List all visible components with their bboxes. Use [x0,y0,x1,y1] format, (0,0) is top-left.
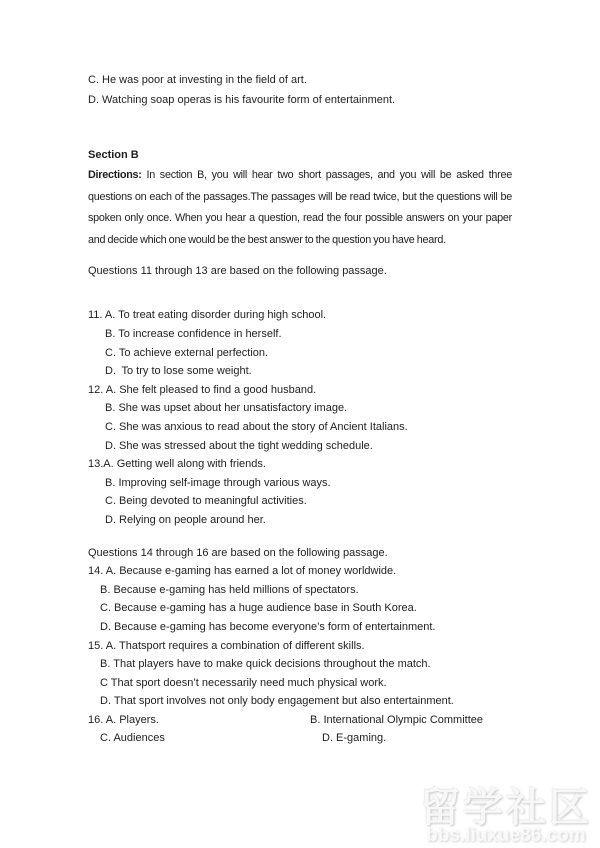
question-16-row-1 [88,711,512,730]
option-line: D. Watching soap operas is his favourite form of entertainment. [88,93,396,106]
question-12-option-c: C. She was anxious to read about the story of Ancient Italians. [105,420,408,433]
question-14-option-d: D. Because e-gaming has become everyone’s form of entertainment. [100,620,436,633]
question-13-option-b: B. Improving self-image through various ways. [105,476,331,489]
previous-question-options [88,71,512,110]
question-16-option-b: B. International Olympic Committee [310,713,484,726]
question-15-lead: 15. A. Thatsport requires a combination of different skills. [88,639,365,652]
watermark-url: bbs.liuxue86.com [426,825,586,846]
question-14-lead: 14. A. Because e-gaming has earned a lot of money worldwide. [88,565,397,578]
directions-label: Directions: [88,169,142,181]
question-13-lead: 13.A. Getting well along with friends. [88,458,266,471]
question-13-option-c: C. Being devoted to meaningful activities. [105,495,307,508]
question-13-option-d: D. Relying on people around her. [105,513,266,526]
question-12-option-b: B. She was upset about her unsatisfactory image. [105,402,348,415]
question-11-option-c: C. To achieve external perfection. [105,346,269,359]
question-12-option-d: D. She was stressed about the tight wedding schedule. [105,439,373,452]
question-15-option-d: D. That sport involves not only body engagement but also entertainment. [100,695,454,708]
question-14-option-b: B. Because e-gaming has held millions of spectators. [100,583,359,596]
question-16-option-c: C. Audiences [100,732,165,745]
question-15-option-b: B. That players have to make quick decisions throughout the match. [100,658,431,671]
question-11-option-d: D. To try to lose some weight. [105,365,252,378]
exam-page-body [88,0,512,748]
watermark-logo-text: 留学社区 [420,786,592,830]
question-14-option-c: C. Because e-gaming has a huge audience base in South Korea. [100,602,417,615]
section-b-heading: Section B [88,149,139,161]
passage2-intro: Questions 14 through 16 are based on the following passage. [88,546,388,559]
question-12-lead: 12. A. She felt pleased to find a good husband. [88,383,317,396]
watermark [420,786,592,846]
directions-paragraph [88,165,512,252]
directions-body: In section B, you will hear two short passages, and you will be asked three questions on each of the passages.The passages will be read twice, but the questions will be spoken only once. When you hear a question, read the four possible answers on your paper and decide which one would be the best answer to the question you have heard. [88,169,512,247]
question-16-option-a: 16. A. Players. [88,713,159,726]
option-line: C. He was poor at investing in the field of art. [88,74,307,86]
question-15-option-c: C That sport doesn’t necessarily need much physical work. [100,676,387,689]
passage1-intro: Questions 11 through 13 are based on the following passage. [88,264,387,277]
question-16-option-d: D. E-gaming. [322,732,387,745]
question-11-lead: 11. A. To treat eating disorder during high school. [88,309,327,322]
question-11-option-b: B. To increase confidence in herself. [105,328,282,340]
question-16-row-2 [88,729,512,748]
